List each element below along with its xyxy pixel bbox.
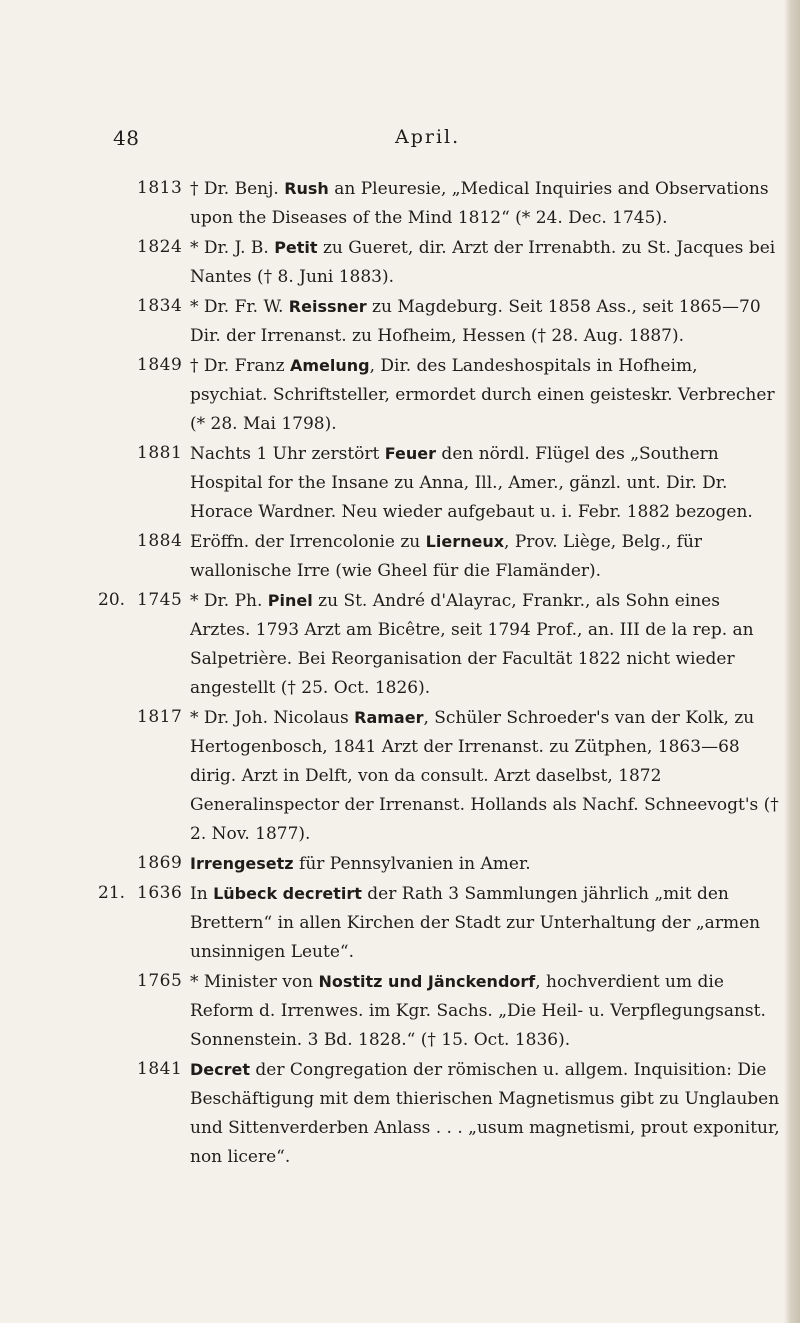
entry-text-pre: * Dr. Ph. [190, 591, 268, 611]
page-header [0, 126, 800, 156]
entry-year: 1884 [137, 531, 183, 551]
entry-text [190, 233, 780, 292]
entry-1841 [90, 1055, 780, 1172]
entry-name: Feuer [384, 444, 437, 463]
entry-year: 1849 [137, 355, 183, 375]
calendar-entries [90, 174, 780, 1172]
entry-year: 1834 [137, 296, 183, 316]
entry-text [190, 967, 780, 1055]
entry-1765 [90, 967, 780, 1055]
entry-text [190, 351, 780, 439]
entry-year: 1765 [137, 971, 183, 991]
entry-text [190, 439, 780, 527]
entry-text [190, 174, 780, 233]
entry-1745 [90, 586, 780, 703]
entry-year: 1881 [137, 443, 183, 463]
entry-name: Pinel [267, 591, 313, 610]
entry-1834 [90, 292, 780, 351]
entry-year: 1636 [137, 883, 183, 903]
entry-name: Nostitz und Jänckendorf [318, 972, 536, 991]
entry-year: 1824 [137, 237, 183, 257]
entry-text-post: zu Gueret, dir. Arzt der Irrenabth. zu St. Jacques bei Nantes († 8. Juni 1883). [190, 238, 776, 287]
entry-text [190, 879, 780, 967]
entry-text [190, 1055, 780, 1172]
entry-name: Lübeck decretirt [213, 884, 362, 903]
entry-day: 21. [98, 883, 126, 903]
entry-text-post: zu St. André d'Alayrac, Frankr., als Sohn eines Arztes. 1793 Arzt am Bicêtre, seit 1794 Prof., an. III de la rep. an Salpetrière. Bei Reorganisation der Facultät 1822 nicht wieder angestellt († 25. Oct. 1826). [190, 591, 754, 698]
running-head-month: April. [395, 126, 461, 148]
entry-text-pre: Eröffn. der Irrencolonie zu [190, 532, 426, 552]
entry-text-post: zu Magdeburg. Seit 1858 Ass., seit 1865—70 Dir. der Irrenanst. zu Hofheim, Hessen († 28. Aug. 1887). [190, 297, 761, 346]
entry-text-post: , hochverdient um die Reform d. Irrenwes. im Kgr. Sachs. „Die Heil- u. Verpflegungsanst. Sonnenstein. 3 Bd. 1828.“ († 15. Oct. 1836). [190, 972, 766, 1050]
entry-text-post: der Congregation der römischen u. allgem. Inquisition: Die Beschäftigung mit dem thierischen Magnetismus gibt zu Unglauben und Sittenverderben Anlass . . . „usum magnetismi, prout exponitur, non licere“. [190, 1060, 780, 1167]
entry-1813 [90, 174, 780, 233]
entry-year: 1745 [137, 590, 183, 610]
page-number: 48 [113, 126, 140, 150]
entry-name: Irrengesetz [190, 854, 294, 873]
entry-1824 [90, 233, 780, 292]
entry-text-pre: † Dr. Franz [190, 356, 290, 376]
entry-text [190, 292, 780, 351]
entry-text-pre: * Dr. J. B. [190, 238, 275, 258]
entry-text-post: der Rath 3 Sammlungen jährlich „mit den Brettern“ in allen Kirchen der Stadt zur Unterhaltung der „armen unsinnigen Leute“. [190, 884, 761, 962]
entry-text-pre: In [190, 884, 214, 904]
entry-text-pre: * Dr. Joh. Nicolaus [190, 708, 355, 728]
entry-text-pre: * Minister von [190, 972, 319, 992]
entry-text-pre: * Dr. Fr. W. [190, 297, 289, 317]
entry-text-post: , Prov. Liège, Belg., für wallonische Irre (wie Gheel für die Flamänder). [190, 532, 703, 581]
entry-1817 [90, 703, 780, 849]
entry-1636 [90, 879, 780, 967]
entry-name: Decret [190, 1060, 251, 1079]
entry-name: Ramaer [354, 708, 424, 727]
entry-text-post: , Schüler Schroeder's van der Kolk, zu Hertogenbosch, 1841 Arzt der Irrenanst. zu Zütphen, 1863—68 dirig. Arzt in Delft, von da consult. Arzt daselbst, 1872 Generalinspector der Irrenanst. Hollands als Nachf. Schneevogt's († 2. Nov. 1877). [190, 708, 779, 844]
entry-text [190, 586, 780, 703]
entry-year: 1813 [137, 178, 183, 198]
entry-year: 1817 [137, 707, 183, 727]
entry-name: Reissner [288, 297, 367, 316]
entry-name: Rush [284, 179, 329, 198]
entry-1849 [90, 351, 780, 439]
entry-text-pre: Nachts 1 Uhr zerstört [190, 444, 385, 464]
entry-text [190, 527, 780, 586]
entry-name: Lierneux [425, 532, 505, 551]
entry-1869 [90, 849, 780, 879]
entry-year: 1841 [137, 1059, 183, 1079]
entry-text [190, 849, 780, 879]
entry-text-post: an Pleuresie, „Medical Inquiries and Observations upon the Diseases of the Mind 1812“ (* 24. Dec. 1745). [190, 179, 769, 228]
entry-text-pre: † Dr. Benj. [190, 179, 285, 199]
entry-text [190, 703, 780, 849]
entry-name: Petit [274, 238, 318, 257]
entry-text-post: den nördl. Flügel des „Southern Hospital for the Insane zu Anna, Ill., Amer., gänzl. unt. Dir. Dr. Horace Wardner. Neu wieder aufgebaut u. i. Febr. 1882 bezogen. [190, 444, 753, 522]
entry-name: Amelung [289, 356, 370, 375]
page-edge-shadow [784, 0, 800, 1323]
entry-1884 [90, 527, 780, 586]
entry-text-post: , Dir. des Landeshospitals in Hofheim, psychiat. Schriftsteller, ermordet durch einen geisteskr. Verbrecher (* 28. Mai 1798). [190, 356, 775, 434]
entry-year: 1869 [137, 853, 183, 873]
entry-text-post: für Pennsylvanien in Amer. [293, 854, 531, 874]
entry-day: 20. [98, 590, 126, 610]
entry-1881 [90, 439, 780, 527]
